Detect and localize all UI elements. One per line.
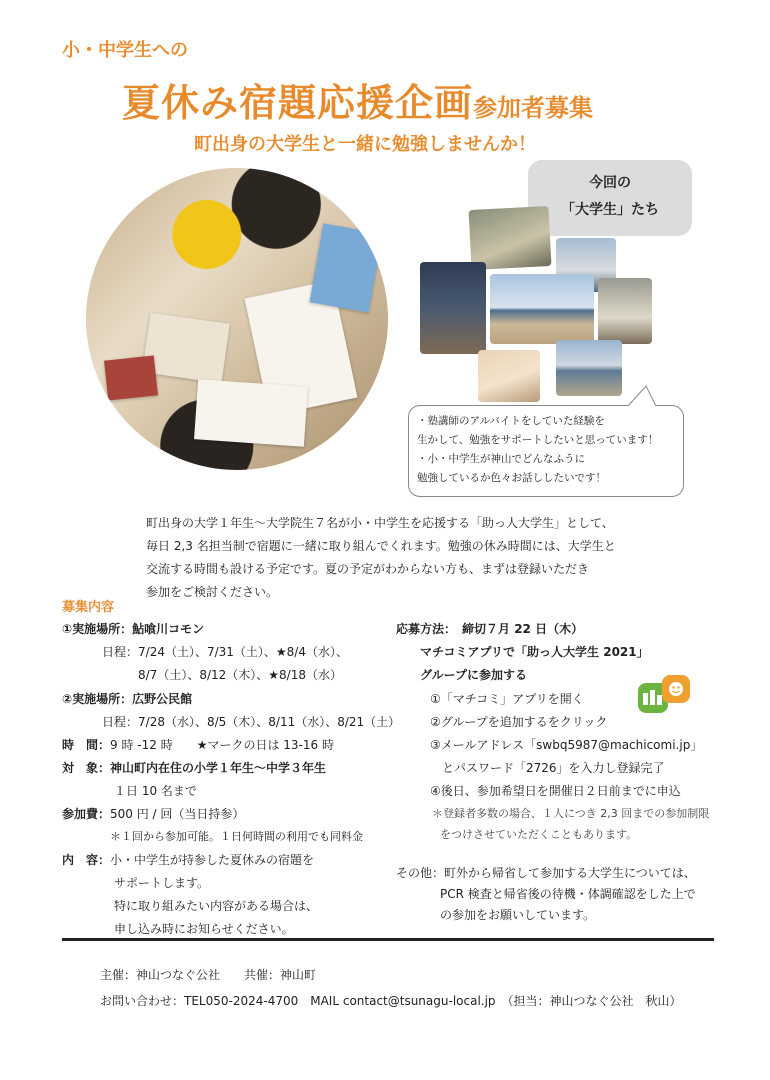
content-label: 内 容： bbox=[62, 853, 111, 867]
apply-label: 応募方法： bbox=[396, 622, 451, 636]
apply-step: ③メールアドレス「swbq5987@machicomi.jp」 bbox=[430, 738, 703, 752]
study-photo bbox=[86, 168, 388, 470]
time-value: 9 時 -12 時 ★マークの日は 13-16 時 bbox=[110, 738, 334, 752]
student-photo bbox=[478, 350, 540, 402]
venue1-label: ①実施場所： bbox=[62, 622, 133, 636]
comment-line: 生かして、勉強をサポートしたいと思っています！ bbox=[417, 434, 659, 446]
app-line: マチコミアプリで「助っ人大学生 2021」 bbox=[420, 645, 649, 659]
intro-line: 毎日 2,3 名担当制で宿題に一緒に取り組んでくれます。勉強の休み時間には、大学生と bbox=[146, 539, 616, 553]
content-line: 申し込み時にお知らせください。 bbox=[114, 922, 294, 936]
app-line: グループに参加する bbox=[420, 668, 528, 682]
main-title-suffix: 参加者募集 bbox=[473, 94, 594, 122]
other-label: その他： bbox=[396, 866, 445, 880]
student-photo bbox=[598, 278, 652, 344]
venue2-label: ②実施場所： bbox=[62, 692, 133, 706]
other-line: の参加をお願いしています。 bbox=[440, 908, 596, 922]
apply-step: とパスワード「2726」を入力し登録完了 bbox=[430, 761, 665, 775]
target-value: 神山町内在住の小学１年生〜中学３年生 bbox=[110, 761, 327, 775]
recruit-heading: 募集内容 bbox=[62, 600, 115, 615]
comment-line: ・小・中学生が神山でどんなふうに bbox=[417, 453, 585, 465]
content-line: 特に取り組みたい内容がある場合は、 bbox=[114, 899, 319, 913]
apply-note: ＊登録者多数の場合、１人につき 2,3 回までの参加制限 bbox=[432, 807, 710, 820]
comment-line: 勉強しているか色々お話ししたいです！ bbox=[417, 472, 606, 484]
venue2-name: 広野公民館 bbox=[132, 692, 193, 706]
dates-label: 日程： bbox=[102, 715, 139, 729]
comment-line: ・塾講師のアルバイトをしていた経験を bbox=[417, 415, 605, 427]
capacity-value: １日 10 名まで bbox=[114, 784, 197, 798]
apply-step: ④後日、参加希望日を開催日２日前までに申込 bbox=[430, 784, 681, 798]
contact: お問い合わせ：TEL050-2024-4700 MAIL contact@tsunagu-local.jp （担当：神山つなぐ公社 秋山） bbox=[100, 994, 682, 1008]
time-label: 時 間： bbox=[62, 738, 111, 752]
organizer: 主催：神山つなぐ公社 共催：神山町 bbox=[100, 968, 317, 982]
student-photo bbox=[490, 274, 594, 344]
main-title-text: 夏休み宿題応援企画 bbox=[122, 81, 474, 125]
student-photo bbox=[556, 340, 622, 396]
apply-deadline: 締切７月 22 日（木） bbox=[462, 622, 584, 636]
venue1-name: 鮎喰川コモン bbox=[132, 622, 205, 636]
fee-note: ＊１回から参加可能。１日何時間の利用でも同料金 bbox=[110, 830, 363, 843]
student-photo bbox=[420, 262, 486, 354]
divider bbox=[62, 938, 714, 941]
subtitle: 町出身の大学生と一緒に勉強しませんか！ bbox=[194, 134, 536, 155]
student-photo bbox=[468, 206, 551, 270]
students-bubble-line1: 今回の bbox=[589, 175, 631, 191]
students-bubble bbox=[528, 160, 692, 236]
intro-line: 交流する時間も設ける予定です。夏の予定がわからない方も、まずは登録いただき bbox=[146, 562, 590, 576]
dates-label: 日程： bbox=[102, 645, 139, 659]
intro-line: 参加をご検討ください。 bbox=[146, 585, 279, 599]
venue2-dates: 7/28（水）、8/5（木）、8/11（水）、8/21（土） bbox=[138, 715, 401, 729]
main-title bbox=[122, 72, 593, 127]
students-bubble-line2: 「大学生」たち bbox=[561, 202, 659, 218]
apply-step: ②グループを追加するをクリック bbox=[430, 715, 608, 729]
bubble-tail bbox=[624, 384, 664, 408]
apply-note: をつけさせていただくこともあります。 bbox=[440, 828, 638, 841]
intro-text bbox=[146, 512, 646, 604]
other-line: 町外から帰省して参加する大学生については、 bbox=[444, 866, 696, 880]
intro-line: 町出身の大学１年生〜大学院生７名が小・中学生を応援する「助っ人大学生」として、 bbox=[146, 516, 614, 530]
target-label: 対 象： bbox=[62, 761, 111, 775]
fee-label: 参加費： bbox=[62, 807, 111, 821]
footer bbox=[100, 962, 682, 1014]
content-line: 小・中学生が持参した夏休みの宿題を bbox=[110, 853, 315, 867]
apply-step: ①「マチコミ」アプリを開く bbox=[430, 692, 584, 706]
fee-value: 500 円 / 回（当日持参） bbox=[110, 807, 245, 821]
other-line: PCR 検査と帰省後の待機・体調確認をした上で bbox=[440, 887, 696, 901]
machicomi-app-icon bbox=[636, 673, 694, 721]
comment-bubble bbox=[408, 405, 684, 497]
venue1-dates: 8/7（土）、8/12（木）、★8/18（水） bbox=[138, 668, 342, 682]
venue1-dates: 7/24（土）、7/31（土）、★8/4（水）、 bbox=[138, 645, 348, 659]
pre-title: 小・中学生への bbox=[62, 40, 188, 61]
content-line: サポートします。 bbox=[114, 876, 210, 890]
